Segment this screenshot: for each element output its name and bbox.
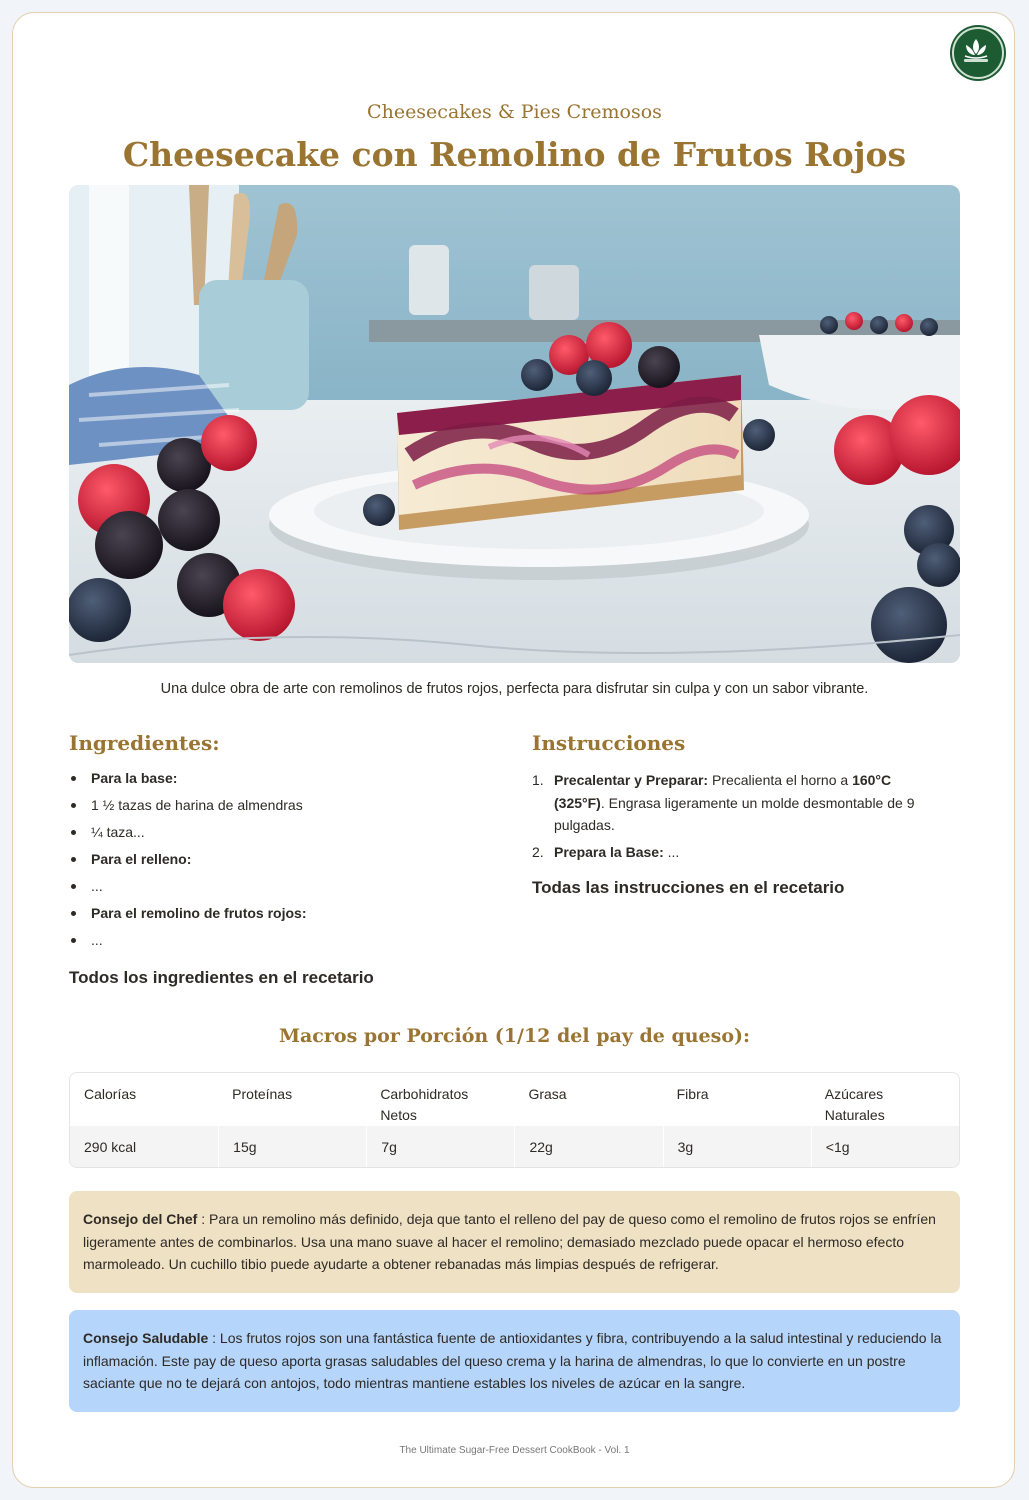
macro-header: Carbohidratos Netos [380, 1086, 469, 1123]
list-item: 1 ½ tazas de harina de almendras [69, 796, 489, 823]
macro-value: 290 kcal [70, 1126, 218, 1167]
instructions-list [532, 769, 942, 867]
health-tip-box [69, 1310, 960, 1412]
table-row [70, 1073, 959, 1126]
page-footer: The Ultimate Sugar-Free Dessert CookBook - Vol. 1 [399, 1445, 630, 1456]
step-number: 2. [532, 843, 544, 860]
macro-header: Azúcares Naturales [824, 1086, 885, 1123]
health-tip-label: Consejo Saludable [83, 1330, 209, 1346]
brand-logo-icon [952, 27, 1004, 79]
health-tip-text: : Los frutos rojos son una fantástica fuente de antioxidantes y fibra, contribuyendo a la salud intestinal y reduciendo la inflamación. Este pay de queso aporta grasas saludables del queso crema y la harina de almendras, lo que lo convierte en un postre saciante que no te dejará con antojos, todo mientras mantiene estables los niveles de azúcar en la sangre. [83, 1330, 942, 1391]
chef-tip-label: Consejo del Chef [83, 1211, 198, 1227]
hero-photo-cheesecake [69, 185, 960, 663]
list-item: Para la base: [69, 769, 489, 796]
step-text: Precalienta el horno a [708, 772, 853, 788]
instruction-step [532, 769, 942, 837]
step-temperature: 160°C (325°F) [554, 772, 892, 811]
recipe-category: Cheesecakes & Pies Cremosos [367, 101, 662, 123]
step-text: . Engrasa ligeramente un molde desmontable de 9 pulgadas. [554, 794, 915, 833]
hero-caption: Una dulce obra de arte con remolinos de frutos rojos, perfecta para disfrutar sin culpa y con un sabor vibrante. [160, 681, 869, 697]
ingredients-heading: Ingredientes: [69, 731, 220, 755]
macro-value: 15g [218, 1126, 366, 1167]
list-item: ... [69, 877, 489, 904]
macro-header: Proteínas [232, 1086, 293, 1102]
step-title: Prepara la Base: [554, 843, 664, 860]
macro-header: Fibra [676, 1086, 709, 1102]
chef-tip-box [69, 1191, 960, 1293]
all-instructions-link[interactable]: Todas las instrucciones en el recetario [532, 878, 845, 897]
ingredients-list [69, 769, 489, 958]
list-item: Para el remolino de frutos rojos: [69, 904, 489, 931]
chef-tip-text: : Para un remolino más definido, deja que tanto el relleno del pay de queso como el remolino de frutos rojos se enfríen ligeramente antes de combinarlos. Usa una mano suave al hacer el remolino; demasiado mezclado puede opacar el hermoso efecto marmoleado. Un cuchillo tibio puede ayudarte a obtener rebanadas más limpias después de refrigerar. [83, 1211, 936, 1272]
macro-value: 3g [663, 1126, 811, 1167]
macro-value: 22g [514, 1126, 662, 1167]
macro-value: 7g [366, 1126, 514, 1167]
step-text: ... [663, 843, 680, 860]
list-item: ... [69, 931, 489, 958]
macro-header: Calorías [84, 1086, 137, 1102]
all-ingredients-link[interactable]: Todos los ingredientes en el recetario [69, 968, 374, 987]
step-title: Precalentar y Preparar: [554, 772, 709, 788]
instructions-heading: Instrucciones [532, 731, 686, 755]
macro-header: Grasa [528, 1086, 567, 1102]
table-row [70, 1126, 959, 1167]
recipe-page [12, 12, 1015, 1488]
step-number: 1. [532, 772, 544, 788]
macros-title: Macros por Porción (1/12 del pay de queso): [278, 1025, 751, 1047]
macro-value: <1g [811, 1126, 959, 1167]
list-item: ¼ taza... [69, 823, 489, 850]
list-item: Para el relleno: [69, 850, 489, 877]
instruction-step [532, 841, 942, 864]
macros-table [69, 1072, 960, 1168]
recipe-title: Cheesecake con Remolino de Frutos Rojos [122, 135, 907, 174]
